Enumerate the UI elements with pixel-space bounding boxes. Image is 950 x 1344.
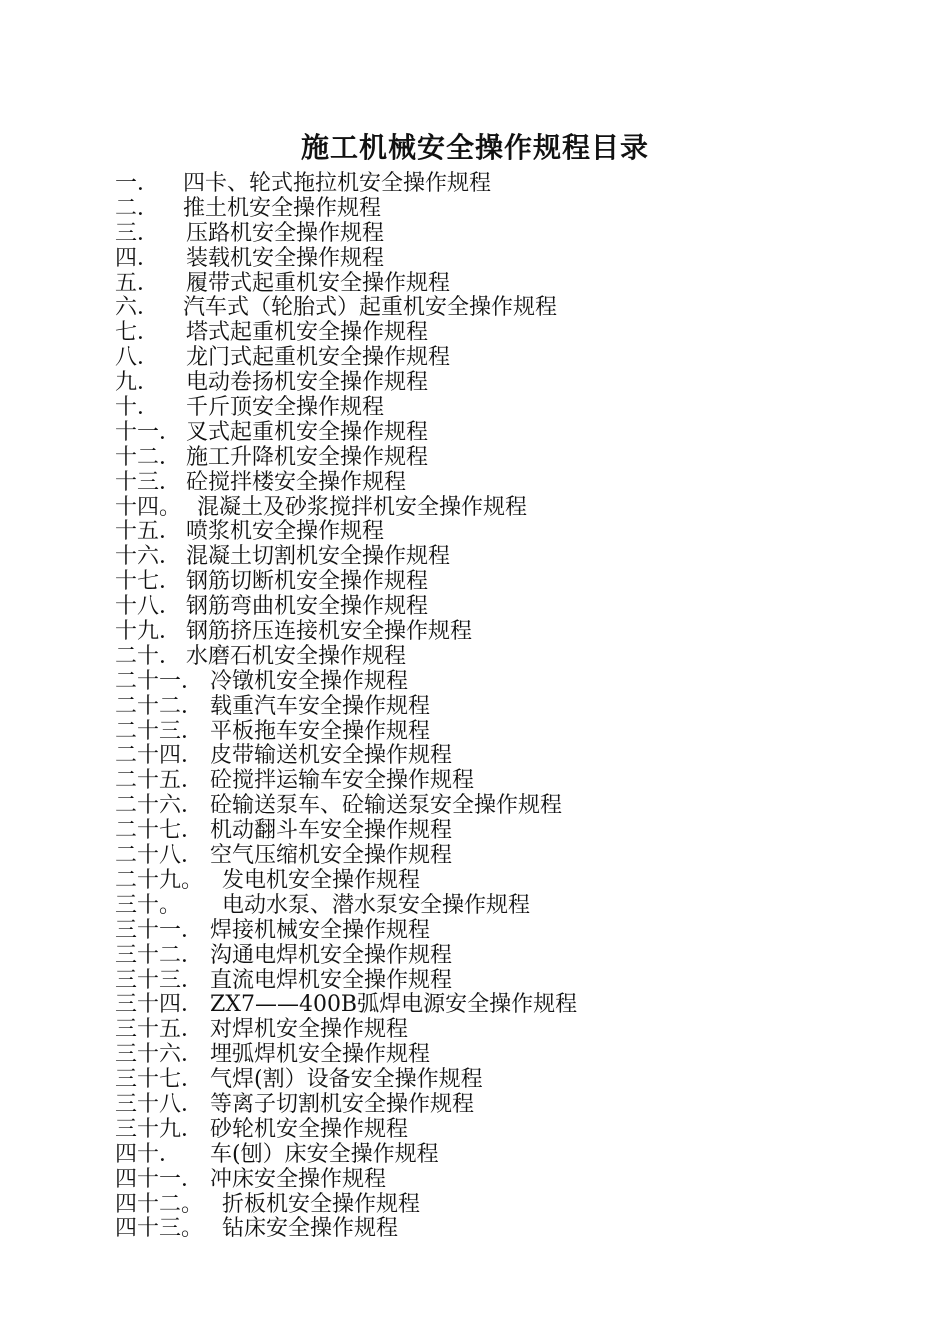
toc-entry-text: 电动水泵、潜水泵安全操作规程 — [222, 892, 531, 918]
toc-entry-text: 车(刨）床安全操作规程 — [210, 1141, 439, 1167]
toc-entry-text: 焊接机械安全操作规程 — [210, 917, 431, 943]
table-of-contents — [115, 172, 875, 1242]
toc-entry — [115, 894, 875, 919]
toc-entry-text: 直流电焊机安全操作规程 — [210, 967, 453, 993]
toc-entry-text: 钻床安全操作规程 — [222, 1216, 399, 1242]
toc-entry-text: 砼搅拌运输车安全操作规程 — [210, 768, 475, 794]
toc-entry — [115, 744, 875, 769]
toc-entry-number: 三十二． — [115, 942, 204, 968]
toc-entry-text: 皮带输送机安全操作规程 — [210, 743, 453, 769]
toc-entry-text: 机动翻斗车安全操作规程 — [210, 818, 453, 844]
toc-entry — [115, 769, 875, 794]
toc-entry — [115, 620, 875, 645]
toc-entry-text: 砂轮机安全操作规程 — [210, 1116, 409, 1142]
toc-entry-number: 四十一． — [115, 1166, 204, 1192]
toc-entry-number: 六． — [115, 295, 160, 321]
toc-entry-number: 二十． — [115, 643, 182, 669]
toc-entry — [115, 595, 875, 620]
toc-entry — [115, 1068, 875, 1093]
toc-entry-number: 四． — [115, 245, 160, 271]
toc-entry — [115, 272, 875, 297]
toc-entry-number: 二． — [115, 195, 160, 221]
toc-entry-text: 砼搅拌楼安全操作规程 — [186, 469, 407, 495]
toc-entry-number: 五． — [115, 270, 160, 296]
toc-entry — [115, 1168, 875, 1193]
toc-entry-text: 对焊机安全操作规程 — [210, 1017, 409, 1043]
toc-entry — [115, 172, 875, 197]
toc-entry-number: 二十四． — [115, 743, 204, 769]
toc-entry — [115, 570, 875, 595]
toc-entry-number: 二十一． — [115, 668, 204, 694]
toc-entry — [115, 471, 875, 496]
toc-entry — [115, 396, 875, 421]
toc-entry — [115, 869, 875, 894]
toc-entry-text: 千斤顶安全操作规程 — [186, 395, 385, 421]
document-title: 施工机械安全操作规程目录 — [300, 131, 649, 164]
toc-entry-number: 十四。 — [115, 494, 182, 520]
toc-entry-number: 十一． — [115, 419, 182, 445]
toc-entry-text: 电动卷扬机安全操作规程 — [186, 370, 429, 396]
toc-entry-number: 三十七． — [115, 1067, 204, 1093]
toc-entry-number: 七． — [115, 320, 160, 346]
toc-entry — [115, 993, 875, 1018]
toc-entry-text: 叉式起重机安全操作规程 — [186, 419, 429, 445]
toc-entry-number: 三十六． — [115, 1042, 204, 1068]
toc-entry — [115, 496, 875, 521]
toc-entry — [115, 446, 875, 471]
toc-entry — [115, 819, 875, 844]
toc-entry-number: 三十四． — [115, 992, 204, 1018]
toc-entry-number: 三十九． — [115, 1116, 204, 1142]
toc-entry — [115, 371, 875, 396]
toc-entry-text: ZX7——400B弧焊电源安全操作规程 — [210, 992, 578, 1018]
toc-entry-text: 装载机安全操作规程 — [186, 245, 385, 271]
toc-entry-text: 混凝土切割机安全操作规程 — [186, 544, 451, 570]
toc-entry-text: 汽车式（轮胎式）起重机安全操作规程 — [183, 295, 558, 321]
toc-entry-number: 三． — [115, 220, 160, 246]
toc-entry — [115, 197, 875, 222]
toc-entry-number: 十九． — [115, 619, 182, 645]
toc-entry-number: 八． — [115, 345, 160, 371]
toc-entry-number: 十八． — [115, 594, 182, 620]
toc-entry-text: 钢筋切断机安全操作规程 — [186, 569, 429, 595]
toc-entry — [115, 296, 875, 321]
toc-entry-text: 等离子切割机安全操作规程 — [210, 1091, 475, 1117]
toc-entry-text: 履带式起重机安全操作规程 — [186, 270, 451, 296]
toc-entry — [115, 1093, 875, 1118]
toc-entry-number: 二十二． — [115, 693, 204, 719]
toc-entry — [115, 944, 875, 969]
toc-entry-text: 平板拖车安全操作规程 — [210, 718, 431, 744]
toc-entry-number: 九． — [115, 370, 160, 396]
toc-entry — [115, 1018, 875, 1043]
toc-entry — [115, 670, 875, 695]
toc-entry-text: 沟通电焊机安全操作规程 — [210, 942, 453, 968]
toc-entry-number: 二十五． — [115, 768, 204, 794]
toc-entry — [115, 520, 875, 545]
toc-entry-text: 龙门式起重机安全操作规程 — [186, 345, 451, 371]
toc-entry-number: 四十二。 — [115, 1191, 204, 1217]
toc-entry-text: 水磨石机安全操作规程 — [186, 643, 407, 669]
toc-entry-number: 三十五． — [115, 1017, 204, 1043]
toc-entry-text: 喷浆机安全操作规程 — [186, 519, 385, 545]
toc-entry-number: 十七． — [115, 569, 182, 595]
toc-entry-number: 十二． — [115, 444, 182, 470]
toc-entry — [115, 969, 875, 994]
toc-entry-text: 发电机安全操作规程 — [222, 867, 421, 893]
toc-entry-text: 气焊(割）设备安全操作规程 — [210, 1067, 483, 1093]
toc-entry-text: 钢筋弯曲机安全操作规程 — [186, 594, 429, 620]
toc-entry — [115, 1217, 875, 1242]
toc-entry-number: 十六． — [115, 544, 182, 570]
toc-entry-text: 钢筋挤压连接机安全操作规程 — [186, 619, 473, 645]
toc-entry-number: 四十三。 — [115, 1216, 204, 1242]
toc-entry-text: 施工升降机安全操作规程 — [186, 444, 429, 470]
toc-entry — [115, 321, 875, 346]
toc-entry-text: 砼输送泵车、砼输送泵安全操作规程 — [210, 793, 563, 819]
toc-entry-text: 埋弧焊机安全操作规程 — [210, 1042, 431, 1068]
toc-entry-number: 三十三． — [115, 967, 204, 993]
toc-entry-text: 载重汽车安全操作规程 — [210, 693, 431, 719]
toc-entry-number: 一． — [115, 171, 160, 196]
toc-entry-number: 十三． — [115, 469, 182, 495]
toc-entry-number: 二十七． — [115, 818, 204, 844]
toc-entry — [115, 346, 875, 371]
toc-entry-number: 十五． — [115, 519, 182, 545]
toc-entry — [115, 794, 875, 819]
toc-entry-number: 三十。 — [115, 892, 182, 918]
toc-entry-text: 推土机安全操作规程 — [183, 195, 382, 221]
toc-entry — [115, 1043, 875, 1068]
toc-entry-number: 二十八． — [115, 843, 204, 869]
toc-entry — [115, 222, 875, 247]
toc-entry — [115, 421, 875, 446]
toc-entry — [115, 247, 875, 272]
toc-entry — [115, 1193, 875, 1218]
toc-entry-text: 塔式起重机安全操作规程 — [186, 320, 429, 346]
toc-entry-number: 四十． — [115, 1141, 182, 1167]
toc-entry-text: 冲床安全操作规程 — [210, 1166, 387, 1192]
toc-entry — [115, 545, 875, 570]
toc-entry-number: 三十八． — [115, 1091, 204, 1117]
toc-entry — [115, 645, 875, 670]
toc-entry-number: 二十三． — [115, 718, 204, 744]
toc-entry — [115, 919, 875, 944]
toc-entry-text: 折板机安全操作规程 — [222, 1191, 421, 1217]
toc-entry-number: 二十九。 — [115, 867, 204, 893]
toc-entry-number: 十． — [115, 395, 160, 421]
toc-entry-text: 混凝土及砂浆搅拌机安全操作规程 — [197, 494, 528, 520]
toc-entry — [115, 720, 875, 745]
toc-entry-number: 二十六． — [115, 793, 204, 819]
toc-entry-text: 四卡、轮式拖拉机安全操作规程 — [183, 171, 492, 196]
toc-entry — [115, 695, 875, 720]
toc-entry-number: 三十一． — [115, 917, 204, 943]
toc-entry-text: 冷镦机安全操作规程 — [210, 668, 409, 694]
toc-entry — [115, 844, 875, 869]
toc-entry-text: 压路机安全操作规程 — [186, 220, 385, 246]
toc-entry — [115, 1143, 875, 1168]
toc-entry — [115, 1118, 875, 1143]
toc-entry-text: 空气压缩机安全操作规程 — [210, 843, 453, 869]
